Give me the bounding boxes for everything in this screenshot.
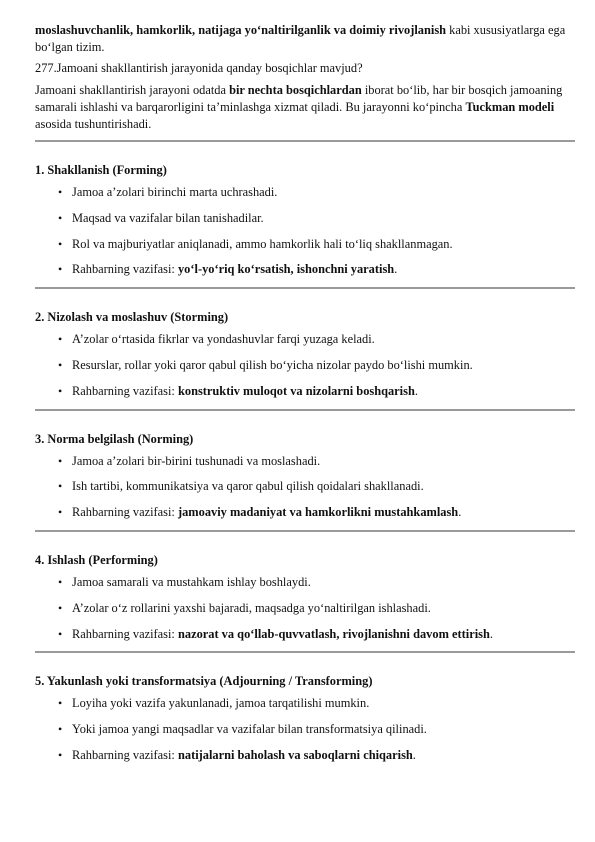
role-text: jamoaviy madaniyat va hamkorlikni mustahkamlash: [177, 505, 459, 520]
list-item-text: Maqsad va vazifalar bilan tanishadilar.: [72, 210, 264, 225]
bullet-icon: •: [58, 747, 63, 762]
answer-bold-stages: bir nechta bosqichlardan: [229, 83, 362, 97]
stage-title: 3. Norma belgilash (Norming): [35, 431, 194, 446]
list-item-text: A’zolar o‘z rollarini yaxshi bajaradi, maqsadga yo‘naltirilgan ishlashadi.: [72, 600, 431, 615]
list-item: [35, 210, 575, 236]
list-item: [35, 574, 575, 600]
bullet-icon: •: [58, 383, 63, 398]
role-period: .: [394, 262, 398, 277]
stage-section: [35, 653, 575, 772]
stage-bullet-list: [35, 184, 575, 287]
answer-text-a: Jamoani shakllantirish jarayoni odatda: [35, 83, 230, 97]
list-item: [35, 695, 575, 721]
role-period: .: [412, 747, 416, 762]
list-item: [35, 721, 575, 747]
stages-list: [35, 140, 575, 773]
document-page: [35, 22, 575, 773]
list-item-role: [35, 504, 575, 530]
bullet-icon: •: [58, 574, 63, 589]
list-item-text: Jamoa a’zolari birinchi marta uchrashadi.: [72, 185, 278, 199]
stage-section: [35, 142, 575, 287]
list-item: [35, 184, 575, 210]
stage-title: 1. Shakllanish (Forming): [35, 163, 167, 177]
list-item-role: [35, 383, 575, 409]
list-item-text: Loyiha yoki vazifa yakunlanadi, jamoa tarqatilishi mumkin.: [72, 696, 370, 711]
answer-text-c: asosida tushuntirishadi.: [35, 117, 152, 131]
bullet-icon: •: [58, 236, 63, 251]
stage-section: [35, 411, 575, 530]
answer-paragraph: [35, 82, 575, 133]
list-item: [35, 600, 575, 626]
list-item: [35, 478, 575, 504]
bullet-icon: •: [58, 185, 63, 199]
role-period: .: [489, 626, 493, 641]
list-item-text: Rol va majburiyatlar aniqlanadi, ammo hamkorlik hali to‘liq shakllanmagan.: [72, 236, 453, 251]
role-label: Rahbarning vazifasi:: [72, 505, 178, 520]
role-label: Rahbarning vazifasi:: [72, 262, 178, 277]
stage-bullet-list: [35, 453, 575, 530]
role-label: Rahbarning vazifasi:: [72, 383, 178, 398]
role-text: natijalarni baholash va saboqlarni chiqarish: [177, 747, 413, 762]
list-item-text: Ish tartibi, kommunikatsiya va qaror qabul qilish qoidalari shakllanadi.: [72, 479, 424, 494]
role-text: konstruktiv muloqot va nizolarni boshqarish: [177, 383, 415, 398]
list-item-text: Yoki jamoa yangi maqsadlar va vazifalar bilan transformatsiya qilinadi.: [72, 722, 427, 737]
stage-bullet-list: [35, 331, 575, 408]
answer-bold-model: Tuckman modeli: [465, 100, 555, 114]
bullet-icon: •: [58, 479, 63, 494]
bullet-icon: •: [58, 357, 63, 372]
bullet-icon: •: [58, 210, 63, 225]
list-item-role: [35, 261, 575, 287]
role-text: yo‘l-yo‘riq ko‘rsatish, ishonchni yaratish: [177, 262, 395, 277]
answer-text-b: iborat bo‘lib, har bir bosqich jamoaning samarali ishlashi va barqarorligini ta’minlashga xizmat qiladi. Bu jarayonni ko‘pincha: [35, 83, 563, 114]
intro-paragraph: [35, 22, 575, 56]
stage-title: 4. Ishlash (Performing): [35, 552, 158, 567]
bullet-icon: •: [58, 332, 63, 347]
bullet-icon: •: [58, 262, 63, 277]
stage-section: [35, 532, 575, 651]
role-text: nazorat va qo‘llab-quvvatlash, rivojlanishni davom ettirish: [177, 626, 490, 641]
intro-bold-text: moslashuvchanlik, hamkorlik, natijaga yo‘naltirilganlik va doimiy rivojlanish: [35, 23, 447, 37]
intro-text: kabi xususiyatlarga ega bo‘lgan tizim.: [35, 23, 566, 54]
stage-title: 5. Yakunlash yoki transformatsiya (Adjourning / Transforming): [35, 674, 373, 689]
stage-bullet-list: [35, 695, 575, 772]
list-item: [35, 453, 575, 479]
list-item-text: Jamoa a’zolari bir-birini tushunadi va moslashadi.: [72, 453, 321, 468]
list-item-role: [35, 626, 575, 652]
bullet-icon: •: [58, 600, 63, 615]
question-line: 277.Jamoani shakllantirish jarayonida qanday bosqichlar mavjud?: [35, 61, 363, 75]
list-item-text: A’zolar o‘rtasida fikrlar va yondashuvlar farqi yuzaga keladi.: [72, 332, 375, 347]
role-label: Rahbarning vazifasi:: [72, 747, 178, 762]
bullet-icon: •: [58, 505, 63, 520]
list-item-text: Jamoa samarali va mustahkam ishlay boshlaydi.: [72, 574, 311, 589]
list-item: [35, 236, 575, 262]
bullet-icon: •: [58, 722, 63, 737]
role-label: Rahbarning vazifasi:: [72, 626, 178, 641]
role-period: .: [414, 383, 418, 398]
bullet-icon: •: [58, 626, 63, 641]
list-item-role: [35, 747, 575, 773]
list-item-text: Resurslar, rollar yoki qaror qabul qilish bo‘yicha nizolar paydo bo‘lishi mumkin.: [72, 357, 473, 372]
stage-bullet-list: [35, 574, 575, 651]
role-period: .: [458, 505, 462, 520]
list-item: [35, 357, 575, 383]
bullet-icon: •: [58, 696, 63, 711]
stage-section: [35, 289, 575, 408]
stage-title: 2. Nizolash va moslashuv (Storming): [35, 310, 229, 325]
bullet-icon: •: [58, 453, 63, 468]
list-item: [35, 331, 575, 357]
